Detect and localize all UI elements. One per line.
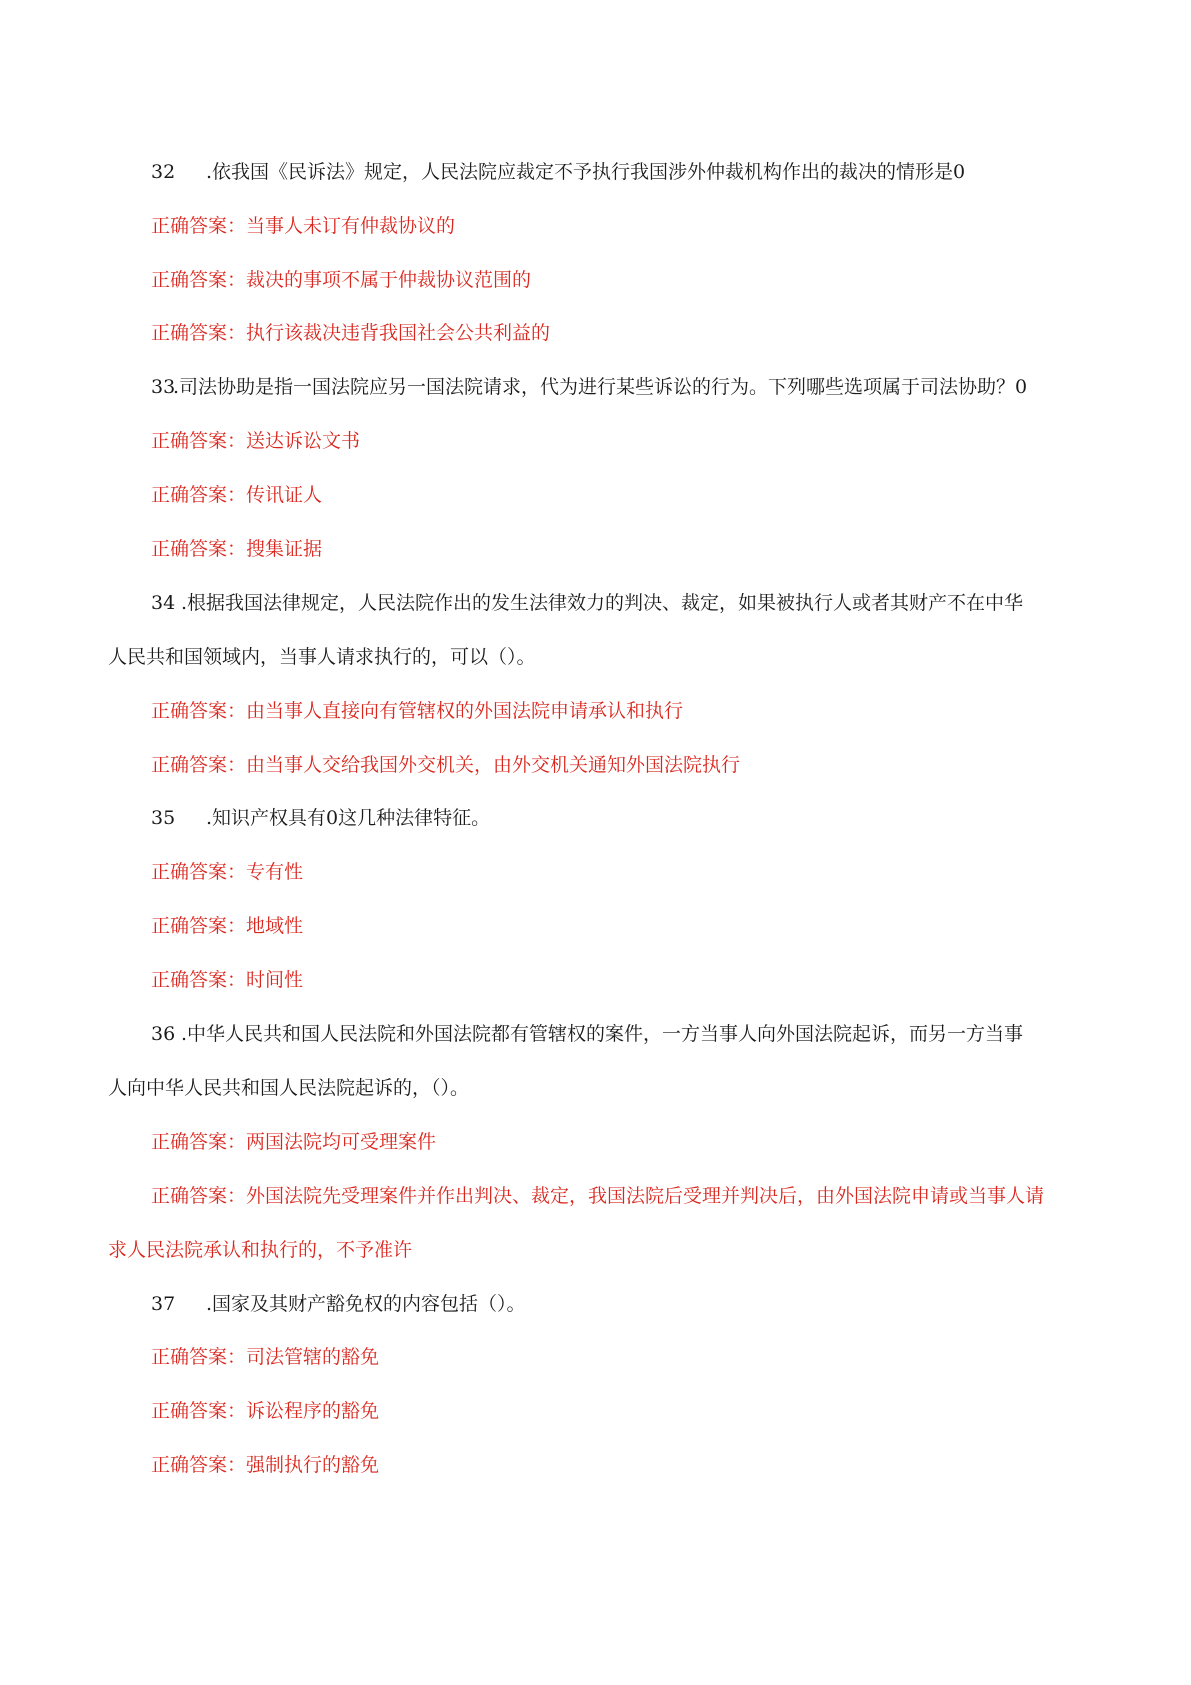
question-text: .根据我国法律规定，人民法院作出的发生法律效力的判决、裁定，如果被执行人或者其财产不在中华 bbox=[181, 592, 1024, 614]
question-text: .国家及其财产豁免权的内容包括（）。 bbox=[206, 1293, 526, 1315]
answer-prefix: 正确答案： bbox=[151, 754, 247, 776]
answer-37-3 bbox=[151, 1453, 379, 1477]
answer-prefix: 正确答案： bbox=[151, 1400, 247, 1422]
question-33 bbox=[151, 375, 1027, 399]
question-36 bbox=[151, 1022, 1023, 1046]
answer-text: 诉讼程序的豁免 bbox=[246, 1400, 380, 1422]
question-text: .中华人民共和国人民法院和外国法院都有管辖权的案件，一方当事人向外国法院起诉，而另一方当事 bbox=[181, 1023, 1024, 1045]
answer-text: 时间性 bbox=[246, 969, 304, 991]
answer-prefix: 正确答案： bbox=[151, 484, 247, 506]
answer-text: 执行该裁决违背我国社会公共利益的 bbox=[246, 322, 551, 344]
answer-prefix: 正确答案： bbox=[151, 269, 247, 291]
answer-text: 专有性 bbox=[246, 861, 304, 883]
answer-prefix: 正确答案： bbox=[151, 915, 247, 937]
answer-prefix: 正确答案： bbox=[151, 700, 247, 722]
question-number: 35 bbox=[151, 807, 176, 829]
answer-32-3 bbox=[151, 321, 550, 345]
question-34-continuation: 人民共和国领域内，当事人请求执行的，可以（）。 bbox=[108, 646, 536, 668]
answer-32-2 bbox=[151, 268, 531, 292]
answer-35-2 bbox=[151, 914, 303, 938]
answer-35-1 bbox=[151, 860, 303, 884]
answer-text: 裁决的事项不属于仲裁协议范围的 bbox=[246, 269, 532, 291]
answer-prefix: 正确答案： bbox=[151, 322, 247, 344]
question-text: .知识产权具有0这几种法律特征。 bbox=[206, 807, 491, 829]
answer-text: 送达诉讼文书 bbox=[246, 430, 361, 452]
answer-34-2 bbox=[151, 753, 740, 777]
answer-33-2 bbox=[151, 483, 322, 507]
answer-prefix: 正确答案： bbox=[151, 861, 247, 883]
answer-text: 传讯证人 bbox=[246, 484, 323, 506]
answer-prefix: 正确答案： bbox=[151, 538, 247, 560]
answer-prefix: 正确答案： bbox=[151, 215, 247, 237]
question-number: 33 bbox=[151, 376, 176, 398]
question-number: 36 bbox=[151, 1023, 176, 1045]
answer-37-2 bbox=[151, 1399, 379, 1423]
answer-text: 外国法院先受理案件并作出判决、裁定，我国法院后受理并判决后，由外国法院申请或当事人请 bbox=[246, 1185, 1045, 1207]
answer-prefix: 正确答案： bbox=[151, 430, 247, 452]
answer-prefix: 正确答案： bbox=[151, 969, 247, 991]
answer-text: 搜集证据 bbox=[246, 538, 323, 560]
question-text: .依我国《民诉法》规定，人民法院应裁定不予执行我国涉外仲裁机构作出的裁决的情形是0 bbox=[206, 161, 966, 183]
answer-36-2-continuation: 求人民法院承认和执行的，不予准许 bbox=[108, 1239, 413, 1261]
question-text: .司法协助是指一国法院应另一国法院请求，代为进行某些诉讼的行为。下列哪些选项属于司法协助？0 bbox=[173, 376, 1028, 398]
answer-37-1 bbox=[151, 1345, 379, 1369]
question-34 bbox=[151, 591, 1023, 615]
answer-36-2 bbox=[151, 1184, 1044, 1208]
answer-33-1 bbox=[151, 429, 360, 453]
question-32 bbox=[151, 160, 965, 184]
answer-text: 由当事人交给我国外交机关，由外交机关通知外国法院执行 bbox=[246, 754, 741, 776]
answer-text: 强制执行的豁免 bbox=[246, 1454, 380, 1476]
question-35 bbox=[151, 806, 490, 830]
question-number: 37 bbox=[151, 1293, 176, 1315]
answer-text: 由当事人直接向有管辖权的外国法院申请承认和执行 bbox=[246, 700, 684, 722]
question-36-continuation: 人向中华人民共和国人民法院起诉的，（）。 bbox=[108, 1077, 470, 1099]
answer-text: 地域性 bbox=[246, 915, 304, 937]
answer-32-1 bbox=[151, 214, 455, 238]
answer-text: 当事人未订有仲裁协议的 bbox=[246, 215, 456, 237]
question-37 bbox=[151, 1292, 526, 1316]
answer-prefix: 正确答案： bbox=[151, 1454, 247, 1476]
answer-prefix: 正确答案： bbox=[151, 1185, 247, 1207]
answer-prefix: 正确答案： bbox=[151, 1346, 247, 1368]
answer-text: 司法管辖的豁免 bbox=[246, 1346, 380, 1368]
question-number: 34 bbox=[151, 592, 176, 614]
answer-text: 两国法院均可受理案件 bbox=[246, 1131, 437, 1153]
answer-35-3 bbox=[151, 968, 303, 992]
answer-34-1 bbox=[151, 699, 683, 723]
answer-33-3 bbox=[151, 537, 322, 561]
answer-prefix: 正确答案： bbox=[151, 1131, 247, 1153]
question-number: 32 bbox=[151, 161, 176, 183]
answer-36-1 bbox=[151, 1130, 436, 1154]
